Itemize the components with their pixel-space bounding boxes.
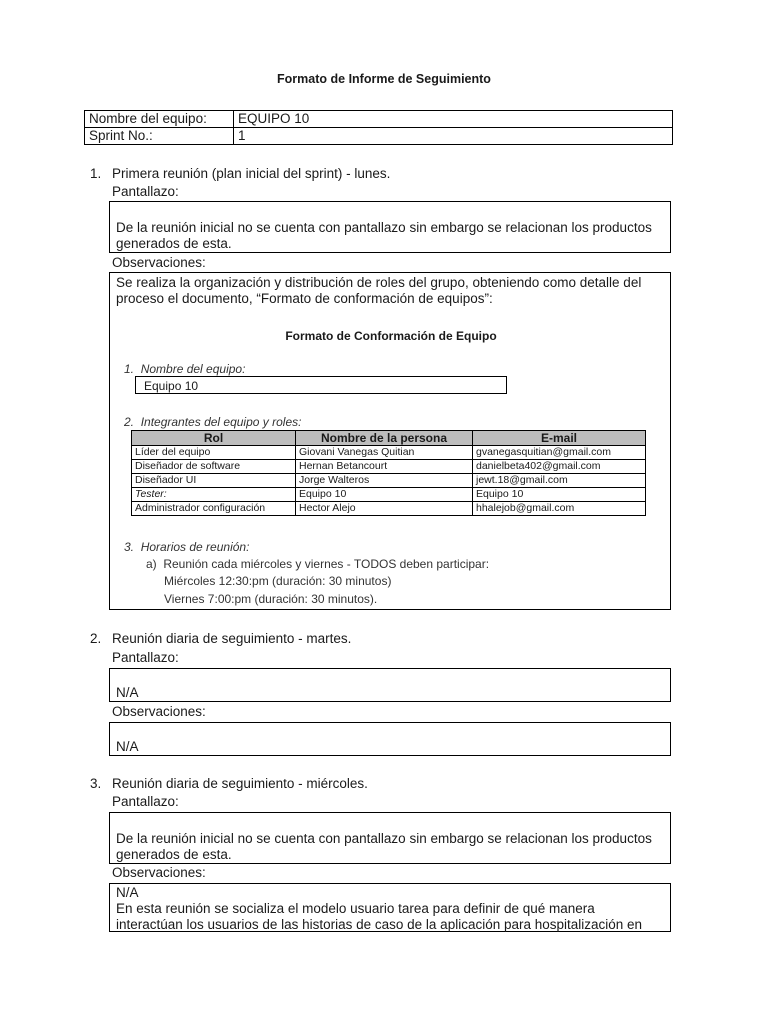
section-1-observations-box	[109, 272, 671, 610]
table-row	[132, 488, 646, 502]
team-name-value: EQUIPO 10	[234, 111, 673, 128]
person-cell: Giovani Vanegas Quitian	[296, 446, 473, 460]
embedded-item-2-label: Integrantes del equipo y roles:	[140, 415, 302, 429]
section-3-observations-box	[109, 883, 671, 932]
embedded-item-3	[124, 539, 249, 555]
schedule-line	[146, 556, 489, 572]
embedded-team-name-box	[135, 376, 507, 394]
role-cell: Diseñador UI	[132, 474, 296, 488]
section-2-screenshot-text: N/A	[116, 685, 139, 700]
section-2-screenshot-label: Pantallazo:	[112, 650, 179, 665]
section-1-heading	[90, 166, 390, 181]
section-1-screenshot-box	[109, 201, 671, 253]
section-2-number: 2.	[90, 631, 102, 646]
person-cell: Jorge Walteros	[296, 474, 473, 488]
roles-header-rol: Rol	[132, 431, 296, 446]
sprint-label: Sprint No.:	[85, 128, 234, 145]
embedded-item-3-number: 3.	[124, 540, 135, 554]
schedule-friday: Viernes 7:00:pm (duración: 30 minutos).	[164, 592, 378, 606]
section-1-observations-text: Se realiza la organización y distribución de roles del grupo, obteniendo como detalle del proceso el documento, “Formato de conformación de equipos”:	[116, 275, 642, 306]
embedded-item-1-label: Nombre del equipo:	[140, 362, 246, 376]
table-row	[132, 502, 646, 516]
table-row	[132, 474, 646, 488]
embedded-item-1	[124, 361, 245, 377]
section-1-observations-label: Observaciones:	[112, 255, 206, 270]
table-row	[85, 128, 673, 145]
section-3-observations-text: En esta reunión se socializa el modelo usuario tarea para definir de qué manera interactúan los usuarios de las historias de caso de la aplicación para hospitalización en	[116, 901, 643, 932]
roles-header-email: E-mail	[473, 431, 646, 446]
document-title: Formato de Informe de Seguimiento	[277, 72, 491, 86]
section-2-title: Reunión diaria de seguimiento - martes.	[112, 631, 352, 646]
schedule-text: Reunión cada miércoles y viernes - TODOS deben participar:	[163, 557, 490, 571]
roles-header-nombre: Nombre de la persona	[296, 431, 473, 446]
embedded-item-1-number: 1.	[124, 362, 135, 376]
schedule-letter: a)	[146, 557, 157, 571]
section-2-heading	[90, 631, 351, 646]
email-cell: Equipo 10	[473, 488, 646, 502]
embedded-item-2	[124, 414, 301, 430]
roles-table	[131, 430, 646, 516]
table-row	[132, 446, 646, 460]
section-1-screenshot-label: Pantallazo:	[112, 184, 179, 199]
section-2-observations-text: N/A	[116, 739, 139, 754]
section-3-number: 3.	[90, 776, 102, 791]
section-2-screenshot-box	[109, 668, 671, 702]
section-3-observations-na: N/A	[116, 885, 139, 900]
section-3-heading	[90, 776, 368, 791]
sprint-value: 1	[234, 128, 673, 145]
schedule-wednesday: Miércoles 12:30:pm (duración: 30 minutos)	[164, 574, 392, 588]
table-row	[85, 111, 673, 128]
section-3-screenshot-box	[109, 812, 671, 864]
embedded-item-3-label: Horarios de reunión:	[140, 540, 250, 554]
role-cell: Tester:	[132, 488, 296, 502]
team-name-label: Nombre del equipo:	[85, 111, 234, 128]
section-1-screenshot-text: De la reunión inicial no se cuenta con pantallazo sin embargo se relacionan los productos generados de esta.	[116, 220, 652, 251]
section-1-title: Primera reunión (plan inicial del sprint) - lunes.	[112, 166, 391, 181]
person-cell: Hector Alejo	[296, 502, 473, 516]
person-cell: Equipo 10	[296, 488, 473, 502]
table-row	[132, 460, 646, 474]
roles-header-row	[132, 431, 646, 446]
team-info-table	[84, 110, 673, 145]
role-cell: Administrador configuración	[132, 502, 296, 516]
email-cell: jewt.18@gmail.com	[473, 474, 646, 488]
email-cell: hhalejob@gmail.com	[473, 502, 646, 516]
section-3-screenshot-label: Pantallazo:	[112, 794, 179, 809]
email-cell: danielbeta402@gmail.com	[473, 460, 646, 474]
person-cell: Hernan Betancourt	[296, 460, 473, 474]
email-cell: gvanegasquitian@gmail.com	[473, 446, 646, 460]
section-3-screenshot-text: De la reunión inicial no se cuenta con pantallazo sin embargo se relacionan los productos generados de esta.	[116, 831, 652, 862]
section-2-observations-box	[109, 722, 671, 756]
embedded-team-name: Equipo 10	[144, 379, 199, 393]
section-2-observations-label: Observaciones:	[112, 704, 206, 719]
embedded-form-title: Formato de Conformación de Equipo	[285, 329, 497, 343]
role-cell: Líder del equipo	[132, 446, 296, 460]
embedded-item-2-number: 2.	[124, 415, 135, 429]
section-3-observations-label: Observaciones:	[112, 865, 206, 880]
section-1-number: 1.	[90, 166, 102, 181]
section-3-title: Reunión diaria de seguimiento - miércoles.	[112, 776, 368, 791]
role-cell: Diseñador de software	[132, 460, 296, 474]
